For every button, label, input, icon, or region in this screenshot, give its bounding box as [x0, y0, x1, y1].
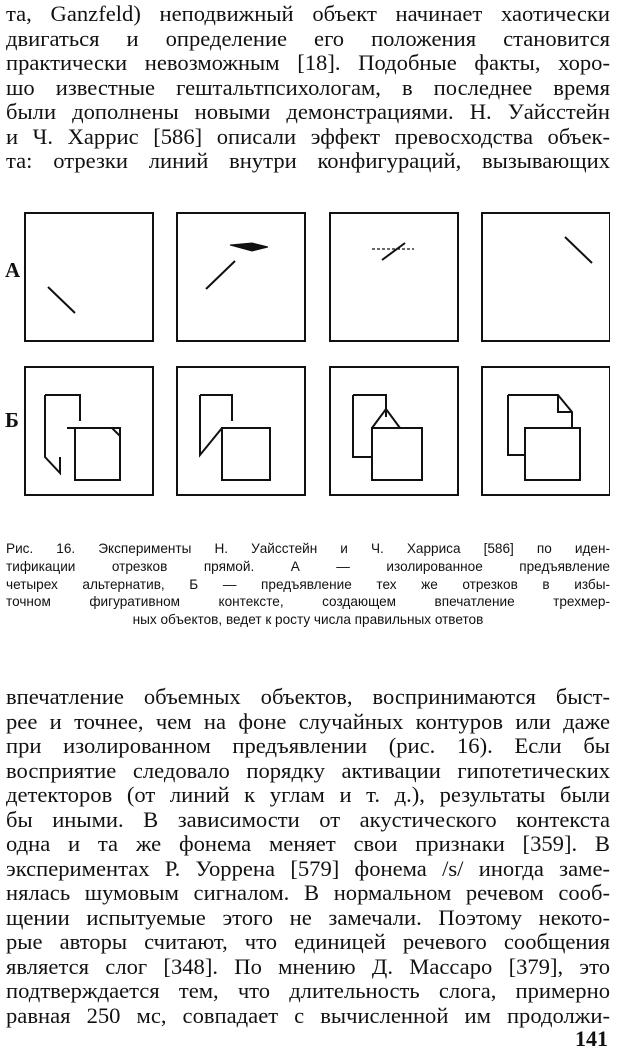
text-line: впечатление объемных объектов, воспринимаются быст- — [6, 684, 610, 709]
text-line: были дополнены новыми демонстрациями. Н. Уайсстейн — [6, 99, 610, 124]
top-paragraph — [6, 2, 610, 174]
caption-line: ных объектов, ведет к росту числа правильных ответов — [132, 612, 484, 628]
text-line: подтверждается тем, что длительность слога, примерно — [6, 978, 610, 1003]
text-line: та: отрезки линий внутри конфигураций, вызывающих — [6, 148, 610, 173]
text-line: двигаться и определение его положения становится — [6, 25, 610, 51]
text-line: и Ч. Харрис [586] описали эффект превосходства объек- — [6, 123, 610, 149]
panel-a-1 — [25, 213, 153, 341]
text-line: нялась шумовым сигналом. В нормальном речевом сооб- — [6, 880, 610, 905]
panel-b-1 — [25, 367, 153, 495]
text-line: равная 250 мс, совпадает с вычисленной им продолжи- — [6, 1002, 610, 1028]
text-line: является слог [348]. По мнению Д. Массаро [379], это — [6, 953, 610, 979]
panel-b-2 — [177, 367, 305, 495]
figure-16 — [20, 205, 610, 505]
panel-a-2 — [177, 213, 305, 341]
panel-a-3 — [330, 213, 458, 341]
text-line: восприятие следовало порядку активации гипотетических — [6, 757, 610, 783]
text-line: при изолированном предъявлении (рис. 16). Если бы — [6, 733, 610, 758]
caption-line: четырех альтернатив, Б — предъявление тех же отрезков в избы- — [6, 576, 610, 592]
row-label-a: А — [5, 258, 21, 282]
text-line: бы иными. В зависимости от акустического контекста — [6, 806, 610, 832]
text-line: шо известные гештальтпсихологам, в последнее время — [6, 74, 610, 100]
text-line: щении испытуемые этого не замечали. Поэтому некото- — [6, 904, 610, 930]
text-line: рее и точнее, чем на фоне случайных контуров или даже — [6, 708, 610, 734]
panel-b-4 — [482, 367, 610, 495]
caption-line: точном фигуративном контексте, создающем впечатление трехмер- — [6, 594, 610, 610]
panel-b-3 — [330, 367, 458, 495]
page-number: 141 — [575, 1026, 608, 1051]
text-line: детекторов (от линий к углам и т. д.), результаты были — [6, 782, 610, 807]
text-line: та, Ganzfeld) неподвижный объект начинает хаотически — [6, 1, 610, 26]
text-line: экспериментах Р. Уоррена [579] фонема /s/ иногда заме- — [6, 855, 610, 881]
figure-caption — [6, 540, 610, 629]
caption-line: тификации отрезков прямой. А — изолированное предъявление — [6, 558, 610, 574]
panel-a-4 — [482, 213, 610, 341]
bottom-paragraph — [6, 685, 610, 1028]
caption-line: Рис. 16. Эксперименты Н. Уайсстейн и Ч. Харриса [586] по иден- — [6, 541, 610, 556]
text-line: рые авторы считают, что единицей речевого сообщения — [6, 929, 610, 954]
text-line: практически невозможным [18]. Подобные факты, хоро- — [6, 50, 610, 75]
text-line: одна и та же фонема меняет свои признаки [359]. В — [6, 831, 610, 856]
row-label-b: Б — [5, 408, 19, 432]
